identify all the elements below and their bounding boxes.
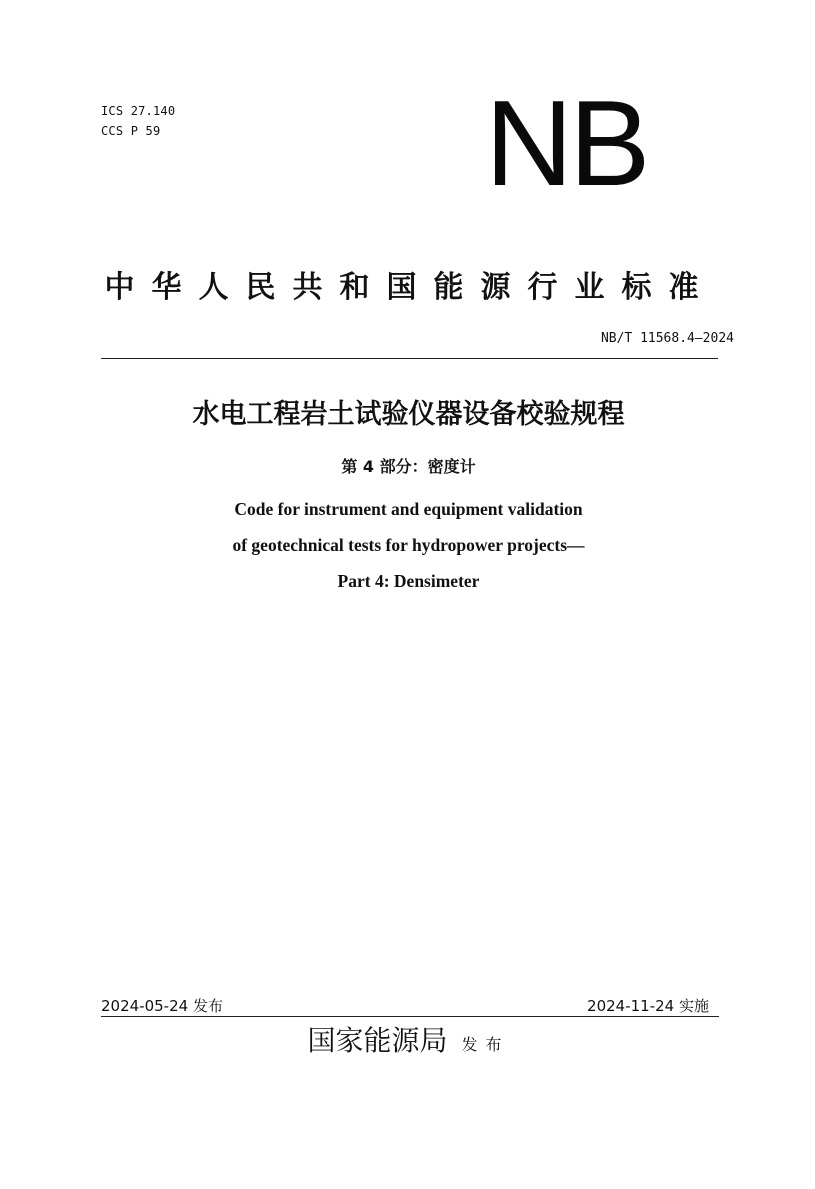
part-title-cn: 第 4 部分：密度计 (341, 457, 476, 476)
ccs-code: CCS P 59 (101, 124, 161, 138)
top-divider (101, 358, 718, 359)
ics-code: ICS 27.140 (101, 104, 176, 118)
issue-date: 2024-05-24 发布 (101, 997, 223, 1015)
standard-logo: NB (485, 75, 647, 211)
issuer (100, 1019, 717, 1067)
title-en-line-3: Part 4: Densimeter (337, 571, 480, 591)
industry-standard-title: 中华人民共和国能源行业标准 (104, 270, 716, 305)
implementation-date: 2024-11-24 实施 (587, 997, 709, 1015)
issuer-suffix: 发布 (461, 1035, 510, 1054)
bottom-divider (101, 1016, 719, 1017)
title-en-line-2: of geotechnical tests for hydropower projects— (232, 535, 585, 555)
issuer-name: 国家能源局 (307, 1024, 448, 1057)
standard-number: NB/T 11568.4—2024 (600, 331, 734, 346)
document-title-cn: 水电工程岩土试验仪器设备校验规程 (192, 399, 625, 430)
document-title-en (100, 491, 717, 599)
title-en-line-1: Code for instrument and equipment validation (234, 499, 583, 519)
classification-codes (101, 101, 175, 141)
